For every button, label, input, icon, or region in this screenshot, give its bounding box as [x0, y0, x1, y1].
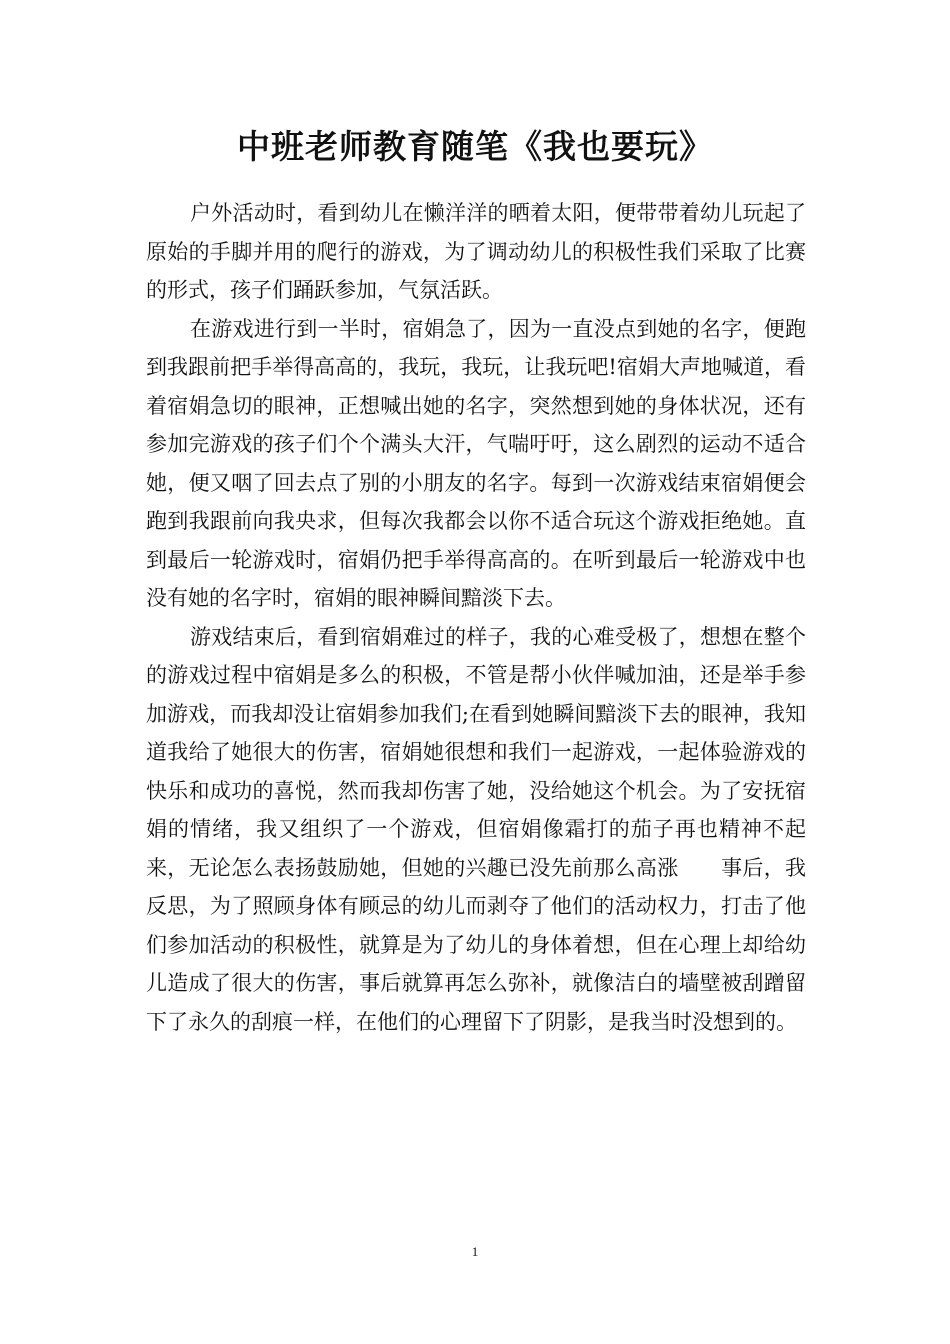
paragraph-3: 游戏结束后，看到宿娟难过的样子，我的心难受极了，想想在整个的游戏过程中宿娟是多么的积极，不管是帮小伙伴喊加油，还是举手参加游戏，而我却没让宿娟参加我们;在看到她瞬间黯淡下去的眼神，我知道我给了她很大的伤害，宿娟她很想和我们一起游戏，一起体验游戏的快乐和成功的喜悦，然而我却伤害了她，没给她这个机会。为了安抚宿娟的情绪，我又组织了一个游戏，但宿娟像霜打的茄子再也精神不起来，无论怎么表扬鼓励她，但她的兴趣已没先前那么高涨 事后，我反思，为了照顾身体有顾忌的幼儿而剥夺了他们的活动权力，打击了他们参加活动的积极性，就算是为了幼儿的身体着想，但在心理上却给幼儿造成了很大的伤害，事后就算再怎么弥补，就像洁白的墙壁被刮蹭留下了永久的刮痕一样，在他们的心理留下了阴影，是我当时没想到的。: [146, 624, 806, 1034]
document-title: 中班老师教育随笔《我也要玩》: [237, 127, 713, 166]
document-body: [146, 194, 806, 1041]
paragraph-2: 在游戏进行到一半时，宿娟急了，因为一直没点到她的名字，便跑到我跟前把手举得高高的，我玩，我玩，让我玩吧!宿娟大声地喊道，看着宿娟急切的眼神，正想喊出她的名字，突然想到她的身体状况，还有参加完游戏的孩子们个个满头大汗，气喘吁吁，这么剧烈的运动不适合她，便又咽了回去点了别的小朋友的名字。每到一次游戏结束宿娟便会跑到我跟前向我央求，但每次我都会以你不适合玩这个游戏拒绝她。直到最后一轮游戏时，宿娟仍把手举得高高的。在听到最后一轮游戏中也没有她的名字时，宿娟的眼神瞬间黯淡下去。: [146, 316, 806, 610]
paragraph-1: 户外活动时，看到幼儿在懒洋洋的晒着太阳，便带带着幼儿玩起了原始的手脚并用的爬行的游戏，为了调动幼儿的积极性我们采取了比赛的形式，孩子们踊跃参加，气氛活跃。: [146, 201, 806, 302]
page-number: 1: [471, 1244, 479, 1259]
